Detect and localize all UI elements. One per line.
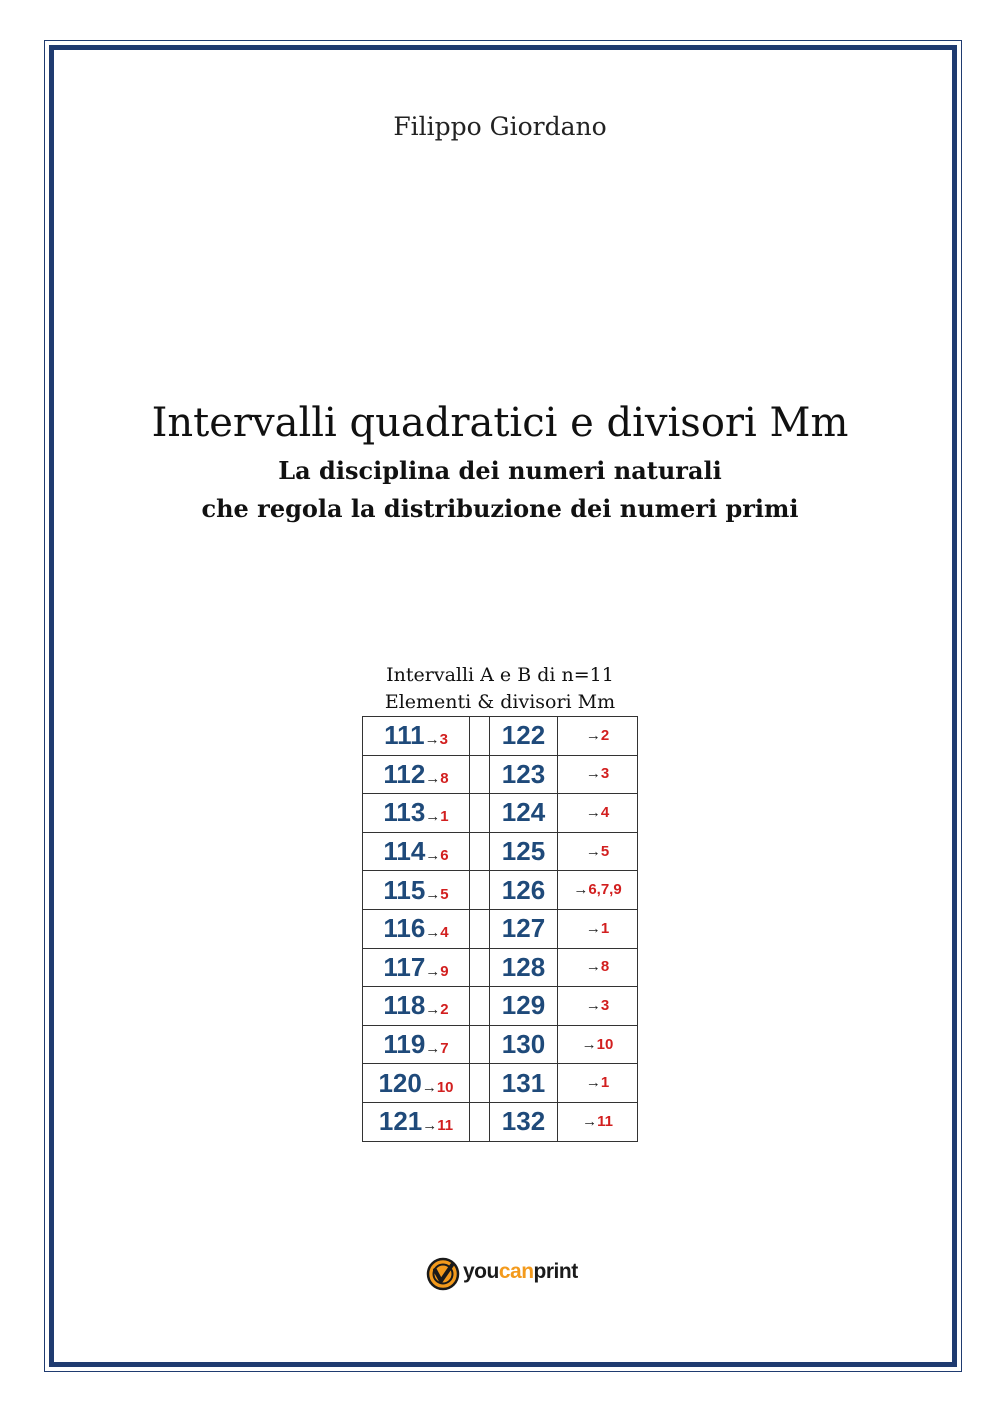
table-row	[363, 832, 638, 871]
table-row	[363, 794, 638, 833]
spacer-cell	[470, 832, 490, 871]
arrow-icon: →	[424, 731, 440, 749]
interval-a-cell	[363, 1064, 470, 1103]
interval-b-divisor: 11	[597, 1112, 613, 1130]
interval-b-cell	[490, 1102, 558, 1141]
interval-b-divisor-cell	[558, 832, 638, 871]
interval-b-divisor-cell	[558, 909, 638, 948]
interval-b-divisor: 2	[600, 726, 610, 744]
interval-b-cell	[490, 832, 558, 871]
interval-b-divisor: 4	[600, 803, 610, 821]
interval-b-divisor-cell	[558, 871, 638, 910]
arrow-icon: →	[585, 842, 601, 860]
interval-b-number: 122	[501, 720, 546, 751]
interval-a-cell	[363, 1102, 470, 1141]
interval-b-divisor-cell	[558, 948, 638, 987]
interval-b-cell	[490, 794, 558, 833]
intervals-table	[362, 716, 638, 1142]
interval-a-cell	[363, 794, 470, 833]
table-caption-line2: Elementi & divisori Mm	[384, 691, 616, 713]
spacer-cell	[470, 755, 490, 794]
author-name: Filippo Giordano	[393, 112, 607, 141]
interval-b-cell	[490, 987, 558, 1026]
interval-a-divisor: 11	[437, 1117, 454, 1135]
interval-a-divisor: 7	[440, 1040, 449, 1058]
interval-b-number: 123	[501, 758, 546, 789]
interval-b-divisor: 6,7,9	[588, 881, 622, 899]
interval-b-divisor-cell	[558, 755, 638, 794]
interval-a-number: 114	[383, 836, 426, 867]
table-row	[363, 871, 638, 910]
interval-b-cell	[490, 871, 558, 910]
table-row	[363, 1025, 638, 1064]
arrow-icon: →	[585, 958, 601, 976]
arrow-icon: →	[425, 1001, 441, 1019]
interval-b-cell	[490, 1064, 558, 1103]
interval-a-number: 121	[378, 1106, 423, 1137]
interval-a-divisor: 9	[440, 962, 449, 980]
interval-a-cell	[363, 755, 470, 794]
arrow-icon: →	[585, 726, 601, 744]
interval-b-divisor-cell	[558, 1025, 638, 1064]
interval-b-divisor: 10	[596, 1035, 614, 1053]
interval-b-number: 126	[501, 874, 546, 905]
arrow-icon: →	[573, 881, 589, 899]
table-row	[363, 1102, 638, 1141]
interval-b-number: 132	[501, 1106, 546, 1137]
interval-a-number: 119	[383, 1029, 426, 1060]
publisher-logo-text-print: print	[533, 1260, 578, 1283]
publisher-logo-text-you: you	[463, 1260, 499, 1283]
arrow-icon: →	[585, 1074, 601, 1092]
arrow-icon: →	[425, 1040, 441, 1058]
arrow-icon: →	[425, 924, 441, 942]
spacer-cell	[470, 794, 490, 833]
interval-b-number: 128	[501, 951, 546, 982]
spacer-cell	[470, 1064, 490, 1103]
interval-a-divisor: 2	[440, 1001, 449, 1019]
interval-b-divisor-cell	[558, 1102, 638, 1141]
interval-a-divisor: 4	[440, 924, 449, 942]
interval-a-cell	[363, 832, 470, 871]
interval-a-cell	[363, 987, 470, 1026]
interval-a-divisor: 1	[440, 808, 449, 826]
arrow-icon: →	[425, 962, 441, 980]
interval-a-number: 113	[383, 797, 426, 828]
interval-b-divisor-cell	[558, 794, 638, 833]
interval-b-cell	[490, 948, 558, 987]
interval-a-number: 111	[384, 720, 425, 751]
interval-b-number: 125	[501, 836, 546, 867]
publisher-logo-icon	[426, 1257, 460, 1291]
table-row	[363, 1064, 638, 1103]
table-caption-line1: Intervalli A e B di n=11	[386, 664, 614, 686]
interval-a-cell	[363, 909, 470, 948]
interval-b-number: 127	[501, 913, 546, 944]
interval-b-divisor: 5	[600, 842, 610, 860]
interval-b-cell	[490, 1025, 558, 1064]
interval-b-cell	[490, 755, 558, 794]
arrow-icon: →	[585, 919, 601, 937]
arrow-icon: →	[581, 1035, 597, 1053]
arrow-icon: →	[425, 885, 441, 903]
interval-b-divisor: 1	[600, 919, 610, 937]
table-row	[363, 909, 638, 948]
interval-a-number: 118	[383, 990, 426, 1021]
interval-a-divisor: 10	[436, 1078, 454, 1096]
spacer-cell	[470, 948, 490, 987]
publisher-logo-text	[463, 1260, 578, 1284]
interval-b-cell	[490, 909, 558, 948]
spacer-cell	[470, 717, 490, 756]
interval-b-divisor: 1	[600, 1074, 610, 1092]
interval-a-cell	[363, 1025, 470, 1064]
table-row	[363, 948, 638, 987]
interval-a-number: 120	[378, 1067, 422, 1098]
arrow-icon: →	[421, 1078, 437, 1096]
spacer-cell	[470, 909, 490, 948]
book-subtitle-line1: La disciplina dei numeri naturali	[278, 456, 722, 485]
arrow-icon: →	[425, 847, 441, 865]
publisher-logo-text-can: can	[498, 1260, 534, 1283]
interval-b-divisor: 3	[600, 996, 610, 1014]
spacer-cell	[470, 987, 490, 1026]
arrow-icon: →	[585, 803, 601, 821]
interval-b-number: 130	[501, 1029, 546, 1060]
interval-b-divisor-cell	[558, 1064, 638, 1103]
spacer-cell	[470, 1025, 490, 1064]
interval-a-divisor: 8	[440, 769, 449, 787]
interval-b-number: 129	[501, 990, 546, 1021]
interval-a-divisor: 6	[440, 847, 449, 865]
arrow-icon: →	[422, 1117, 438, 1135]
table-row	[363, 717, 638, 756]
publisher-logo	[426, 1256, 576, 1292]
spacer-cell	[470, 871, 490, 910]
interval-a-number: 116	[383, 913, 426, 944]
interval-a-cell	[363, 871, 470, 910]
interval-b-number: 131	[501, 1067, 546, 1098]
interval-a-divisor: 5	[440, 885, 449, 903]
interval-a-number: 115	[383, 874, 426, 905]
interval-a-cell	[363, 717, 470, 756]
interval-a-cell	[363, 948, 470, 987]
table-row	[363, 755, 638, 794]
spacer-cell	[470, 1102, 490, 1141]
arrow-icon: →	[425, 769, 441, 787]
book-subtitle-line2: che regola la distribuzione dei numeri primi	[201, 494, 799, 523]
book-title: Intervalli quadratici e divisori Mm	[151, 400, 849, 446]
interval-b-divisor: 8	[600, 958, 610, 976]
interval-b-divisor-cell	[558, 717, 638, 756]
interval-a-number: 112	[383, 758, 426, 789]
interval-b-divisor-cell	[558, 987, 638, 1026]
interval-a-divisor: 3	[439, 731, 448, 749]
interval-b-divisor: 3	[600, 765, 610, 783]
table-row	[363, 987, 638, 1026]
arrow-icon: →	[585, 996, 601, 1014]
arrow-icon: →	[425, 808, 441, 826]
interval-a-number: 117	[383, 951, 426, 982]
interval-b-number: 124	[501, 797, 546, 828]
arrow-icon: →	[582, 1112, 598, 1130]
arrow-icon: →	[585, 765, 601, 783]
interval-b-cell	[490, 717, 558, 756]
